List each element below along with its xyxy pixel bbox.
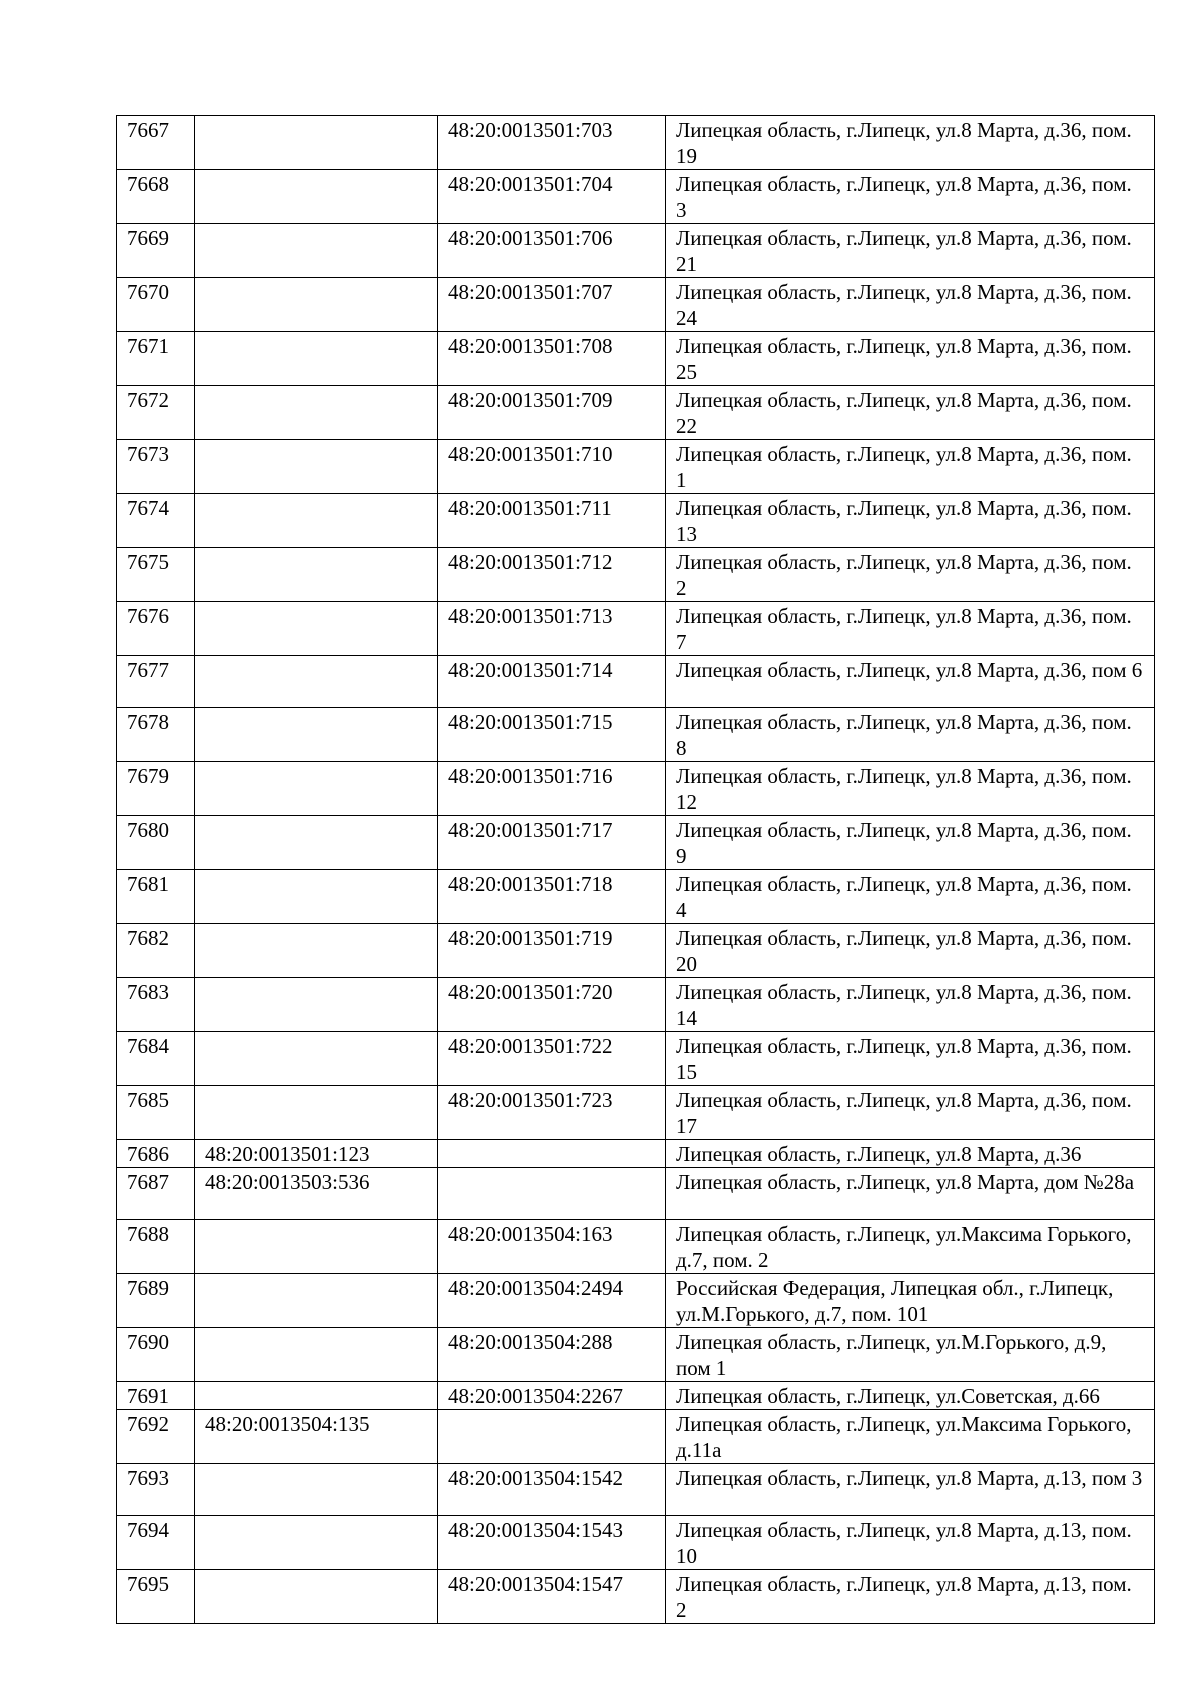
address-text: Липецкая область, г.Липецк, ул.8 Марта, д.36, пом. 15	[676, 1034, 1132, 1084]
table-row	[117, 332, 1155, 386]
address-text: Липецкая область, г.Липецк, ул.8 Марта, д.36	[676, 1142, 1082, 1166]
row-number-cell	[117, 1274, 195, 1328]
table-row	[117, 1032, 1155, 1086]
object-cadastral-number: 48:20:0013501:704	[448, 172, 613, 196]
object-cadastral-cell	[438, 1464, 666, 1516]
table-row	[117, 762, 1155, 816]
address-cell	[666, 386, 1155, 440]
row-number: 7683	[127, 980, 169, 1004]
object-cadastral-cell	[438, 1168, 666, 1220]
object-cadastral-cell	[438, 440, 666, 494]
object-cadastral-cell	[438, 332, 666, 386]
row-number-cell	[117, 870, 195, 924]
object-cadastral-cell	[438, 816, 666, 870]
object-cadastral-cell	[438, 1140, 666, 1168]
address-text: Липецкая область, г.Липецк, ул.8 Марта, дом №28а	[676, 1170, 1135, 1194]
land-cadastral-cell	[195, 278, 438, 332]
row-number-cell	[117, 1570, 195, 1624]
table-row	[117, 170, 1155, 224]
address-cell	[666, 978, 1155, 1032]
row-number-cell	[117, 440, 195, 494]
address-cell	[666, 1220, 1155, 1274]
row-number: 7673	[127, 442, 169, 466]
row-number-cell	[117, 602, 195, 656]
row-number: 7669	[127, 226, 169, 250]
address-cell	[666, 602, 1155, 656]
address-text: Липецкая область, г.Липецк, ул.8 Марта, д.36, пом. 25	[676, 334, 1132, 384]
row-number-cell	[117, 816, 195, 870]
object-cadastral-cell	[438, 548, 666, 602]
table-row	[117, 278, 1155, 332]
row-number-cell	[117, 1328, 195, 1382]
address-cell	[666, 762, 1155, 816]
address-cell	[666, 332, 1155, 386]
row-number: 7682	[127, 926, 169, 950]
object-cadastral-number: 48:20:0013501:720	[448, 980, 613, 1004]
address-text: Липецкая область, г.Липецк, ул.8 Марта, д.36, пом 6	[676, 658, 1143, 682]
object-cadastral-number: 48:20:0013501:718	[448, 872, 613, 896]
address-cell	[666, 816, 1155, 870]
land-cadastral-cell	[195, 1516, 438, 1570]
address-cell	[666, 708, 1155, 762]
address-text: Липецкая область, г.Липецк, ул.8 Марта, д.36, пом. 22	[676, 388, 1132, 438]
address-text: Липецкая область, г.Липецк, ул.Максима Горького, д.11а	[676, 1412, 1132, 1462]
row-number: 7695	[127, 1572, 169, 1596]
land-cadastral-cell	[195, 1410, 438, 1464]
row-number: 7692	[127, 1412, 169, 1436]
address-text: Липецкая область, г.Липецк, ул.Советская, д.66	[676, 1384, 1100, 1408]
land-cadastral-cell	[195, 816, 438, 870]
object-cadastral-number: 48:20:0013501:711	[448, 496, 612, 520]
object-cadastral-cell	[438, 1220, 666, 1274]
object-cadastral-number: 48:20:0013501:710	[448, 442, 613, 466]
land-cadastral-cell	[195, 762, 438, 816]
row-number: 7690	[127, 1330, 169, 1354]
row-number-cell	[117, 548, 195, 602]
object-cadastral-number: 48:20:0013504:288	[448, 1330, 613, 1354]
table-row	[117, 1382, 1155, 1410]
object-cadastral-cell	[438, 1328, 666, 1382]
address-cell	[666, 924, 1155, 978]
object-cadastral-cell	[438, 278, 666, 332]
object-cadastral-cell	[438, 1274, 666, 1328]
address-text: Липецкая область, г.Липецк, ул.8 Марта, д.36, пом. 21	[676, 226, 1132, 276]
row-number: 7671	[127, 334, 169, 358]
row-number: 7688	[127, 1222, 169, 1246]
object-cadastral-number: 48:20:0013501:717	[448, 818, 613, 842]
land-cadastral-cell	[195, 870, 438, 924]
address-text: Липецкая область, г.Липецк, ул.8 Марта, д.36, пом. 17	[676, 1088, 1132, 1138]
land-cadastral-cell	[195, 386, 438, 440]
row-number-cell	[117, 1410, 195, 1464]
address-text: Липецкая область, г.Липецк, ул.8 Марта, д.36, пом. 4	[676, 872, 1132, 922]
land-cadastral-number: 48:20:0013503:536	[205, 1170, 370, 1194]
row-number-cell	[117, 708, 195, 762]
object-cadastral-number: 48:20:0013501:715	[448, 710, 613, 734]
row-number: 7672	[127, 388, 169, 412]
table-row	[117, 1274, 1155, 1328]
object-cadastral-number: 48:20:0013501:713	[448, 604, 613, 628]
address-text: Липецкая область, г.Липецк, ул.Максима Горького, д.7, пом. 2	[676, 1222, 1132, 1272]
land-cadastral-cell	[195, 170, 438, 224]
table-row	[117, 656, 1155, 708]
row-number-cell	[117, 1516, 195, 1570]
table-row	[117, 602, 1155, 656]
object-cadastral-number: 48:20:0013501:709	[448, 388, 613, 412]
row-number: 7693	[127, 1466, 169, 1490]
table-row	[117, 548, 1155, 602]
address-text: Липецкая область, г.Липецк, ул.8 Марта, д.36, пом. 9	[676, 818, 1132, 868]
address-text: Липецкая область, г.Липецк, ул.8 Марта, д.36, пом. 7	[676, 604, 1132, 654]
address-cell	[666, 548, 1155, 602]
address-cell	[666, 1464, 1155, 1516]
table-row	[117, 1464, 1155, 1516]
land-cadastral-cell	[195, 1570, 438, 1624]
row-number-cell	[117, 116, 195, 170]
object-cadastral-number: 48:20:0013501:723	[448, 1088, 613, 1112]
address-cell	[666, 494, 1155, 548]
row-number: 7670	[127, 280, 169, 304]
object-cadastral-cell	[438, 224, 666, 278]
land-cadastral-cell	[195, 708, 438, 762]
address-cell	[666, 870, 1155, 924]
object-cadastral-cell	[438, 708, 666, 762]
object-cadastral-cell	[438, 1032, 666, 1086]
table-row	[117, 386, 1155, 440]
land-cadastral-cell	[195, 116, 438, 170]
row-number: 7667	[127, 118, 169, 142]
land-cadastral-number: 48:20:0013504:135	[205, 1412, 370, 1436]
object-cadastral-number: 48:20:0013501:719	[448, 926, 613, 950]
table-row	[117, 1410, 1155, 1464]
object-cadastral-cell	[438, 762, 666, 816]
row-number-cell	[117, 1220, 195, 1274]
table-row	[117, 1516, 1155, 1570]
address-cell	[666, 1328, 1155, 1382]
row-number-cell	[117, 278, 195, 332]
address-text: Липецкая область, г.Липецк, ул.8 Марта, д.36, пом. 8	[676, 710, 1132, 760]
land-cadastral-cell	[195, 1220, 438, 1274]
land-cadastral-cell	[195, 1168, 438, 1220]
object-cadastral-cell	[438, 494, 666, 548]
table-row	[117, 1086, 1155, 1140]
object-cadastral-number: 48:20:0013501:708	[448, 334, 613, 358]
address-cell	[666, 1032, 1155, 1086]
row-number: 7680	[127, 818, 169, 842]
table-row	[117, 924, 1155, 978]
address-cell	[666, 1274, 1155, 1328]
object-cadastral-number: 48:20:0013504:2267	[448, 1384, 624, 1408]
object-cadastral-cell	[438, 656, 666, 708]
table-row	[117, 494, 1155, 548]
table-row	[117, 708, 1155, 762]
row-number-cell	[117, 1140, 195, 1168]
object-cadastral-number: 48:20:0013504:1542	[448, 1466, 624, 1490]
row-number-cell	[117, 762, 195, 816]
object-cadastral-number: 48:20:0013504:1547	[448, 1572, 624, 1596]
address-cell	[666, 1086, 1155, 1140]
address-text: Липецкая область, г.Липецк, ул.8 Марта, д.13, пом 3	[676, 1466, 1143, 1490]
address-text: Липецкая область, г.Липецк, ул.М.Горького, д.9, пом 1	[676, 1330, 1107, 1380]
row-number: 7684	[127, 1034, 169, 1058]
object-cadastral-number: 48:20:0013504:2494	[448, 1276, 624, 1300]
land-cadastral-cell	[195, 1140, 438, 1168]
table-row	[117, 1570, 1155, 1624]
land-cadastral-cell	[195, 1464, 438, 1516]
address-text: Липецкая область, г.Липецк, ул.8 Марта, д.36, пом. 1	[676, 442, 1132, 492]
address-text: Липецкая область, г.Липецк, ул.8 Марта, д.36, пом. 20	[676, 926, 1132, 976]
address-text: Липецкая область, г.Липецк, ул.8 Марта, д.36, пом. 14	[676, 980, 1132, 1030]
address-cell	[666, 1168, 1155, 1220]
address-cell	[666, 116, 1155, 170]
object-cadastral-cell	[438, 602, 666, 656]
table-row	[117, 1168, 1155, 1220]
table-row	[117, 978, 1155, 1032]
object-cadastral-cell	[438, 924, 666, 978]
address-text: Липецкая область, г.Липецк, ул.8 Марта, д.13, пом. 2	[676, 1572, 1132, 1622]
object-cadastral-cell	[438, 1570, 666, 1624]
row-number-cell	[117, 656, 195, 708]
row-number-cell	[117, 332, 195, 386]
land-cadastral-number: 48:20:0013501:123	[205, 1142, 370, 1166]
object-cadastral-number: 48:20:0013501:712	[448, 550, 613, 574]
address-cell	[666, 1570, 1155, 1624]
address-cell	[666, 170, 1155, 224]
registry-table-body	[117, 116, 1155, 1624]
land-cadastral-cell	[195, 924, 438, 978]
row-number: 7674	[127, 496, 169, 520]
object-cadastral-cell	[438, 386, 666, 440]
land-cadastral-cell	[195, 332, 438, 386]
table-row	[117, 1140, 1155, 1168]
address-text: Липецкая область, г.Липецк, ул.8 Марта, д.36, пом. 3	[676, 172, 1132, 222]
row-number: 7677	[127, 658, 169, 682]
row-number-cell	[117, 1382, 195, 1410]
row-number-cell	[117, 494, 195, 548]
object-cadastral-cell	[438, 870, 666, 924]
row-number: 7678	[127, 710, 169, 734]
land-cadastral-cell	[195, 602, 438, 656]
row-number-cell	[117, 224, 195, 278]
row-number-cell	[117, 1464, 195, 1516]
row-number-cell	[117, 1168, 195, 1220]
land-cadastral-cell	[195, 224, 438, 278]
object-cadastral-cell	[438, 1410, 666, 1464]
land-cadastral-cell	[195, 1032, 438, 1086]
object-cadastral-number: 48:20:0013501:722	[448, 1034, 613, 1058]
object-cadastral-number: 48:20:0013501:707	[448, 280, 613, 304]
row-number: 7689	[127, 1276, 169, 1300]
table-row	[117, 116, 1155, 170]
row-number: 7694	[127, 1518, 169, 1542]
object-cadastral-cell	[438, 1086, 666, 1140]
address-text: Липецкая область, г.Липецк, ул.8 Марта, д.13, пом. 10	[676, 1518, 1132, 1568]
address-text: Липецкая область, г.Липецк, ул.8 Марта, д.36, пом. 19	[676, 118, 1132, 168]
address-text: Липецкая область, г.Липецк, ул.8 Марта, д.36, пом. 13	[676, 496, 1132, 546]
object-cadastral-cell	[438, 1382, 666, 1410]
row-number-cell	[117, 924, 195, 978]
address-text: Российская Федерация, Липецкая обл., г.Липецк, ул.М.Горького, д.7, пом. 101	[676, 1276, 1114, 1326]
land-cadastral-cell	[195, 1274, 438, 1328]
table-row	[117, 870, 1155, 924]
address-cell	[666, 1516, 1155, 1570]
address-cell	[666, 278, 1155, 332]
row-number-cell	[117, 978, 195, 1032]
object-cadastral-cell	[438, 1516, 666, 1570]
row-number: 7675	[127, 550, 169, 574]
object-cadastral-number: 48:20:0013501:706	[448, 226, 613, 250]
row-number: 7687	[127, 1170, 169, 1194]
address-cell	[666, 1140, 1155, 1168]
land-cadastral-cell	[195, 656, 438, 708]
address-text: Липецкая область, г.Липецк, ул.8 Марта, д.36, пом. 24	[676, 280, 1132, 330]
object-cadastral-number: 48:20:0013504:163	[448, 1222, 613, 1246]
land-cadastral-cell	[195, 1382, 438, 1410]
address-cell	[666, 224, 1155, 278]
row-number: 7686	[127, 1142, 169, 1166]
object-cadastral-cell	[438, 170, 666, 224]
table-row	[117, 1220, 1155, 1274]
row-number: 7668	[127, 172, 169, 196]
address-cell	[666, 440, 1155, 494]
row-number-cell	[117, 170, 195, 224]
address-cell	[666, 656, 1155, 708]
property-registry-table	[116, 115, 1155, 1624]
row-number-cell	[117, 1032, 195, 1086]
table-row	[117, 1328, 1155, 1382]
object-cadastral-number: 48:20:0013504:1543	[448, 1518, 624, 1542]
row-number-cell	[117, 1086, 195, 1140]
object-cadastral-number: 48:20:0013501:703	[448, 118, 613, 142]
address-text: Липецкая область, г.Липецк, ул.8 Марта, д.36, пом. 12	[676, 764, 1132, 814]
object-cadastral-number: 48:20:0013501:714	[448, 658, 613, 682]
row-number-cell	[117, 386, 195, 440]
table-row	[117, 440, 1155, 494]
row-number: 7691	[127, 1384, 169, 1408]
address-cell	[666, 1410, 1155, 1464]
row-number: 7676	[127, 604, 169, 628]
object-cadastral-cell	[438, 978, 666, 1032]
land-cadastral-cell	[195, 978, 438, 1032]
row-number: 7681	[127, 872, 169, 896]
land-cadastral-cell	[195, 494, 438, 548]
land-cadastral-cell	[195, 1086, 438, 1140]
object-cadastral-number: 48:20:0013501:716	[448, 764, 613, 788]
row-number: 7685	[127, 1088, 169, 1112]
table-row	[117, 224, 1155, 278]
land-cadastral-cell	[195, 1328, 438, 1382]
land-cadastral-cell	[195, 440, 438, 494]
land-cadastral-cell	[195, 548, 438, 602]
address-text: Липецкая область, г.Липецк, ул.8 Марта, д.36, пом. 2	[676, 550, 1132, 600]
table-row	[117, 816, 1155, 870]
address-cell	[666, 1382, 1155, 1410]
object-cadastral-cell	[438, 116, 666, 170]
row-number: 7679	[127, 764, 169, 788]
